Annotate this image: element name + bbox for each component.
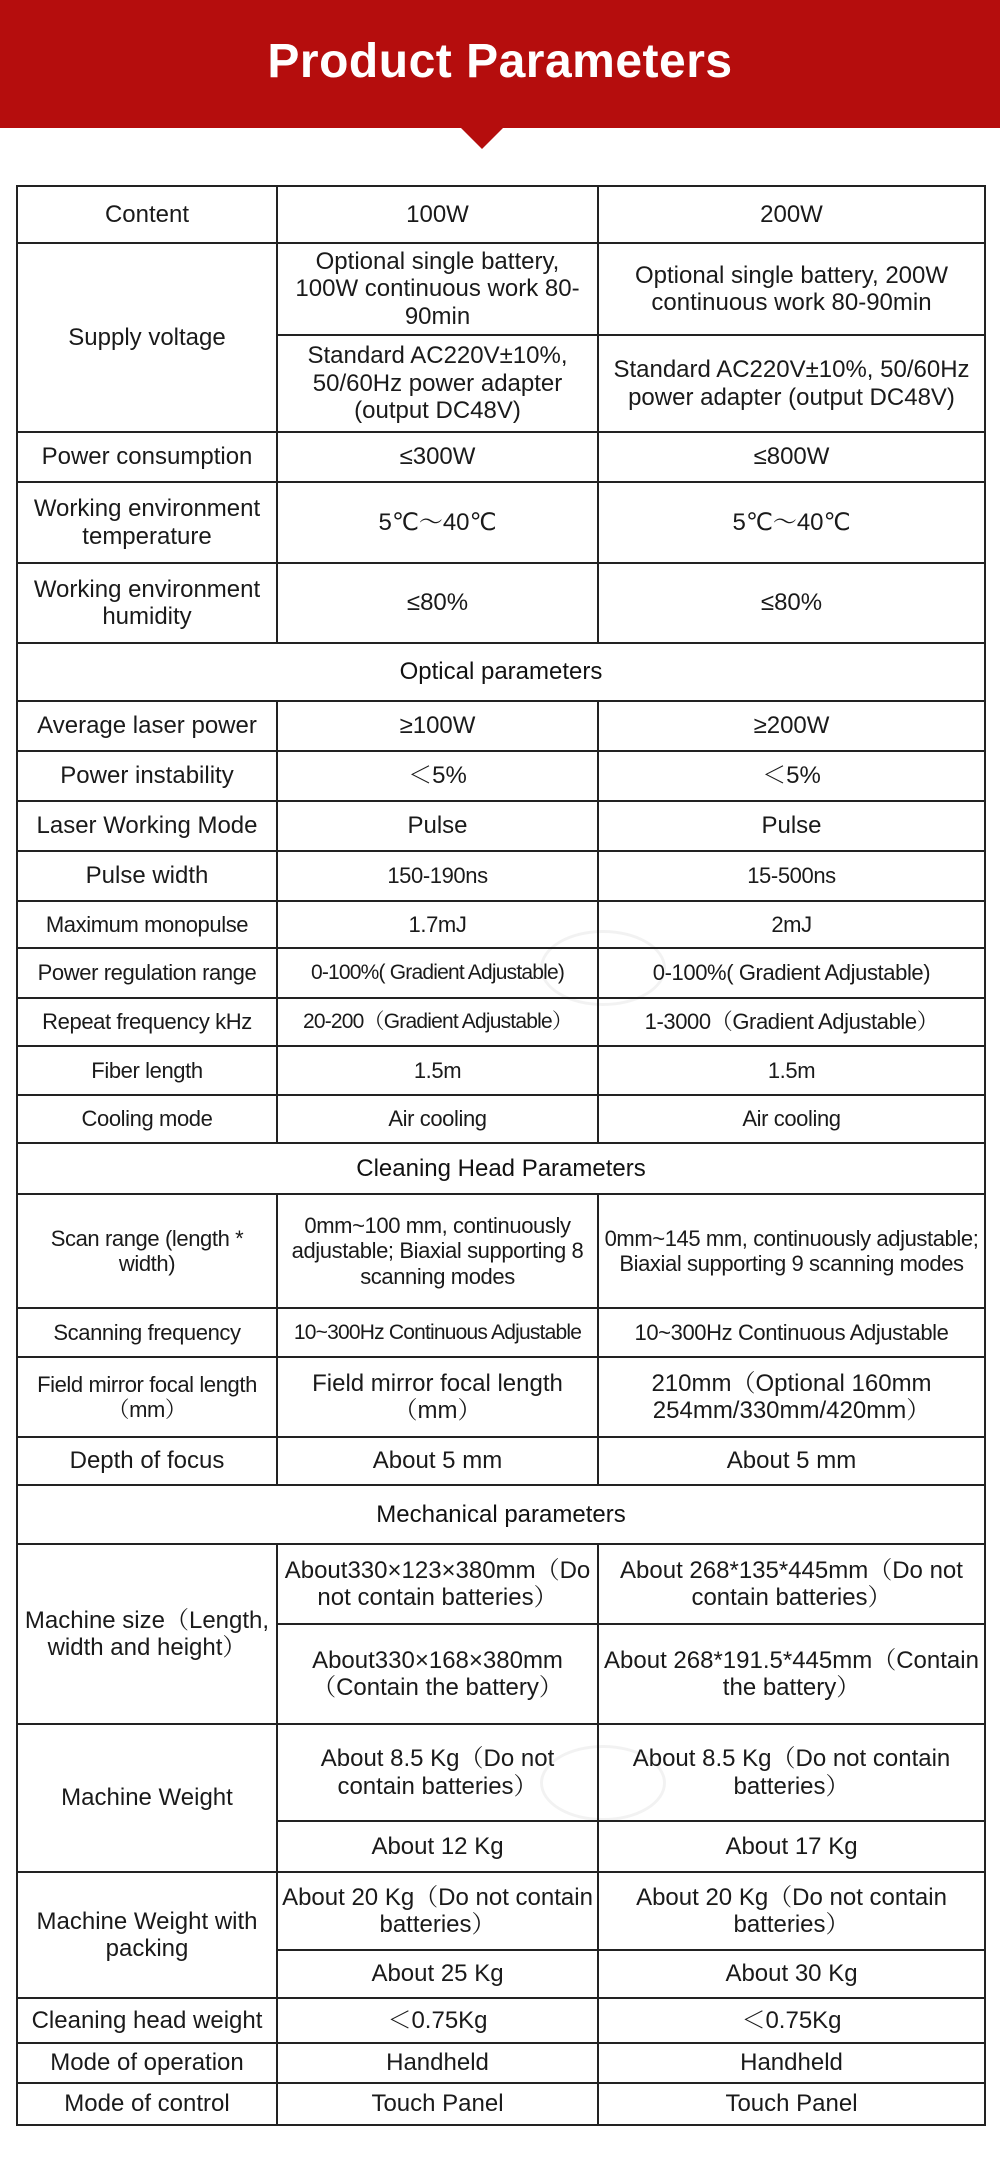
cell-humidity-100: ≤80%	[277, 563, 598, 643]
cell-field-mirror-focal-length-100: Field mirror focal length（mm）	[277, 1357, 598, 1437]
parameters-table	[16, 185, 986, 2126]
cell-machine-weight-no-battery-200: About 8.5 Kg（Do not contain batteries）	[598, 1724, 985, 1821]
cell-power-instability-100: ＜5%	[277, 751, 598, 801]
cell-temperature-100: 5℃～40℃	[277, 482, 598, 563]
cell-humidity-200: ≤80%	[598, 563, 985, 643]
row-label-machine-weight-packing: Machine Weight with packing	[17, 1872, 277, 1998]
cell-power-instability-200: ＜5%	[598, 751, 985, 801]
table-row	[17, 432, 985, 482]
cell-machine-weight-no-battery-100: About 8.5 Kg（Do not contain batteries）	[277, 1724, 598, 1821]
cell-repeat-frequency-100: 20-200（Gradient Adjustable）	[277, 998, 598, 1046]
row-label-supply-voltage: Supply voltage	[17, 243, 277, 432]
cell-scan-range-100: 0mm~100 mm, continuously adjustable; Biaxial supporting 8 scanning modes	[277, 1194, 598, 1308]
section-row-optical	[17, 643, 985, 701]
cell-average-laser-power-200: ≥200W	[598, 701, 985, 751]
row-label-machine-size: Machine size（Length, width and height）	[17, 1544, 277, 1724]
table-row	[17, 1998, 985, 2043]
cell-weight-packing-battery-200: About 30 Kg	[598, 1950, 985, 1998]
cell-power-regulation-range-100: 0-100%( Gradient Adjustable)	[277, 948, 598, 998]
table-row	[17, 1724, 985, 1821]
cell-fiber-length-100: 1.5m	[277, 1046, 598, 1095]
row-label-scanning-frequency: Scanning frequency	[17, 1308, 277, 1357]
table-row	[17, 2083, 985, 2125]
cell-fiber-length-200: 1.5m	[598, 1046, 985, 1095]
table-row	[17, 1357, 985, 1437]
cell-laser-working-mode-200: Pulse	[598, 801, 985, 851]
cell-pulse-width-200: 15-500ns	[598, 851, 985, 901]
table-row	[17, 1544, 985, 1624]
table-row	[17, 1194, 985, 1308]
cell-machine-size-battery-200: About 268*191.5*445mm（Contain the battery）	[598, 1624, 985, 1724]
row-label-depth-of-focus: Depth of focus	[17, 1437, 277, 1485]
row-label-laser-working-mode: Laser Working Mode	[17, 801, 277, 851]
cell-machine-weight-battery-200: About 17 Kg	[598, 1821, 985, 1872]
page-title: Product Parameters	[267, 34, 733, 88]
cell-supply-adapter-100: Standard AC220V±10%, 50/60Hz power adapter (output DC48V)	[277, 335, 598, 432]
header-content: Content	[17, 186, 277, 243]
cell-power-consumption-200: ≤800W	[598, 432, 985, 482]
table-row	[17, 901, 985, 948]
cell-machine-size-no-battery-200: About 268*135*445mm（Do not contain batteries）	[598, 1544, 985, 1624]
section-row-mechanical	[17, 1485, 985, 1544]
row-label-pulse-width: Pulse width	[17, 851, 277, 901]
section-title-optical: Optical parameters	[17, 643, 985, 701]
row-label-temperature: Working environment temperature	[17, 482, 277, 563]
row-label-average-laser-power: Average laser power	[17, 701, 277, 751]
table-row	[17, 1872, 985, 1950]
cell-laser-working-mode-100: Pulse	[277, 801, 598, 851]
cell-cleaning-head-weight-100: ＜0.75Kg	[277, 1998, 598, 2043]
table-row	[17, 243, 985, 335]
cell-weight-packing-no-battery-200: About 20 Kg（Do not contain batteries）	[598, 1872, 985, 1950]
table-row	[17, 948, 985, 998]
cell-pulse-width-100: 150-190ns	[277, 851, 598, 901]
header-200w: 200W	[598, 186, 985, 243]
row-label-cleaning-head-weight: Cleaning head weight	[17, 1998, 277, 2043]
section-title-cleaning-head: Cleaning Head Parameters	[17, 1143, 985, 1194]
row-label-scan-range: Scan range (length * width)	[17, 1194, 277, 1308]
cell-mode-of-control-100: Touch Panel	[277, 2083, 598, 2125]
row-label-repeat-frequency: Repeat frequency kHz	[17, 998, 277, 1046]
cell-power-regulation-range-200: 0-100%( Gradient Adjustable)	[598, 948, 985, 998]
table-row	[17, 998, 985, 1046]
row-label-cooling-mode: Cooling mode	[17, 1095, 277, 1143]
row-label-power-consumption: Power consumption	[17, 432, 277, 482]
cell-field-mirror-focal-length-200: 210mm（Optional 160mm 254mm/330mm/420mm）	[598, 1357, 985, 1437]
cell-supply-battery-200: Optional single battery, 200W continuous work 80-90min	[598, 243, 985, 335]
table-row	[17, 1095, 985, 1143]
cell-depth-of-focus-100: About 5 mm	[277, 1437, 598, 1485]
table-row	[17, 1046, 985, 1095]
cell-power-consumption-100: ≤300W	[277, 432, 598, 482]
section-row-cleaning-head	[17, 1143, 985, 1194]
cell-supply-battery-100: Optional single battery, 100W continuous work 80-90min	[277, 243, 598, 335]
section-title-mechanical: Mechanical parameters	[17, 1485, 985, 1544]
table-row	[17, 563, 985, 643]
row-label-field-mirror-focal-length: Field mirror focal length（mm）	[17, 1357, 277, 1437]
header-banner	[0, 0, 1000, 128]
cell-repeat-frequency-200: 1-3000（Gradient Adjustable）	[598, 998, 985, 1046]
table-row	[17, 851, 985, 901]
row-label-machine-weight: Machine Weight	[17, 1724, 277, 1872]
cell-machine-weight-battery-100: About 12 Kg	[277, 1821, 598, 1872]
cell-machine-size-battery-100: About330×168×380mm（Contain the battery）	[277, 1624, 598, 1724]
banner-pointer	[460, 127, 504, 149]
table-row	[17, 801, 985, 851]
cell-cooling-mode-100: Air cooling	[277, 1095, 598, 1143]
row-label-mode-of-operation: Mode of operation	[17, 2043, 277, 2083]
row-label-humidity: Working environment humidity	[17, 563, 277, 643]
cell-cleaning-head-weight-200: ＜0.75Kg	[598, 1998, 985, 2043]
cell-depth-of-focus-200: About 5 mm	[598, 1437, 985, 1485]
cell-scan-range-200: 0mm~145 mm, continuously adjustable; Biaxial supporting 9 scanning modes	[598, 1194, 985, 1308]
cell-scanning-frequency-100: 10~300Hz Continuous Adjustable	[277, 1308, 598, 1357]
row-label-maximum-monopulse: Maximum monopulse	[17, 901, 277, 948]
cell-cooling-mode-200: Air cooling	[598, 1095, 985, 1143]
table-header-row	[17, 186, 985, 243]
cell-weight-packing-battery-100: About 25 Kg	[277, 1950, 598, 1998]
cell-average-laser-power-100: ≥100W	[277, 701, 598, 751]
cell-weight-packing-no-battery-100: About 20 Kg（Do not contain batteries）	[277, 1872, 598, 1950]
cell-machine-size-no-battery-100: About330×123×380mm（Do not contain batteries）	[277, 1544, 598, 1624]
cell-mode-of-control-200: Touch Panel	[598, 2083, 985, 2125]
table-row	[17, 701, 985, 751]
header-100w: 100W	[277, 186, 598, 243]
cell-maximum-monopulse-200: 2mJ	[598, 901, 985, 948]
table-row	[17, 1308, 985, 1357]
table-row	[17, 751, 985, 801]
cell-mode-of-operation-200: Handheld	[598, 2043, 985, 2083]
cell-temperature-200: 5℃～40℃	[598, 482, 985, 563]
table-row	[17, 482, 985, 563]
table-row	[17, 1437, 985, 1485]
row-label-fiber-length: Fiber length	[17, 1046, 277, 1095]
cell-scanning-frequency-200: 10~300Hz Continuous Adjustable	[598, 1308, 985, 1357]
row-label-power-instability: Power instability	[17, 751, 277, 801]
row-label-power-regulation-range: Power regulation range	[17, 948, 277, 998]
cell-supply-adapter-200: Standard AC220V±10%, 50/60Hz power adapter (output DC48V)	[598, 335, 985, 432]
table-row	[17, 2043, 985, 2083]
row-label-mode-of-control: Mode of control	[17, 2083, 277, 2125]
cell-maximum-monopulse-100: 1.7mJ	[277, 901, 598, 948]
cell-mode-of-operation-100: Handheld	[277, 2043, 598, 2083]
